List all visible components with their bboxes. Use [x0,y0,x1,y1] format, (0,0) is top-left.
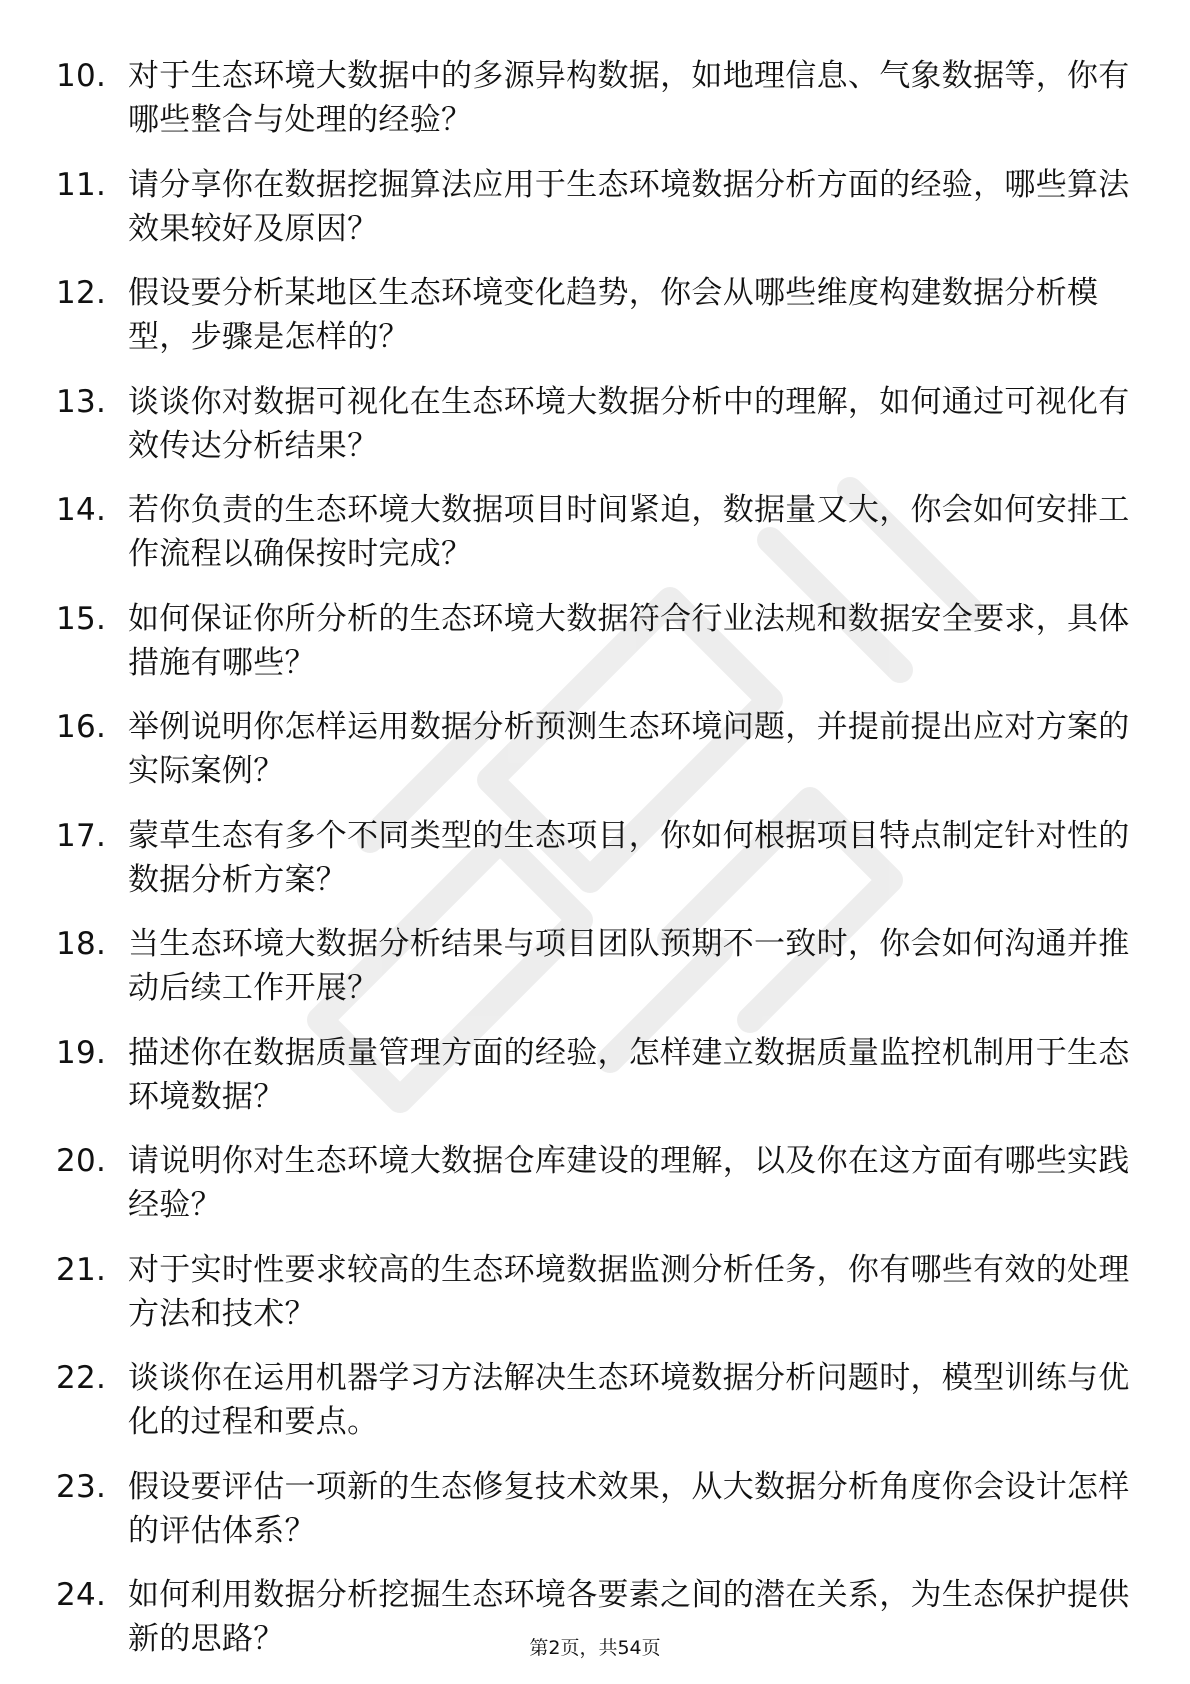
question-text: 谈谈你对数据可视化在生态环境大数据分析中的理解，如何通过可视化有效传达分析结果？ [128,383,1130,464]
question-text: 谈谈你在运用机器学习方法解决生态环境数据分析问题时，模型训练与优化的过程和要点。 [128,1360,1130,1440]
question-number: 17. [56,817,107,854]
page-number: 第2页，共54页 [529,1637,661,1659]
question-text: 如何保证你所分析的生态环境大数据符合行业法规和数据安全要求，具体措施有哪些？ [128,600,1130,681]
question-number: 18. [56,926,107,962]
question-number: 22. [56,1360,107,1396]
list-item [56,1248,1136,1336]
question-text: 对于实时性要求较高的生态环境数据监测分析任务，你有哪些有效的处理方法和技术？ [128,1251,1130,1332]
list-item [56,922,1136,1010]
question-text: 请分享你在数据挖掘算法应用于生态环境数据分析方面的经验，哪些算法效果较好及原因？ [128,166,1130,247]
question-number: 23. [56,1468,107,1505]
question-number: 16. [56,709,107,745]
question-text: 请说明你对生态环境大数据仓库建设的理解，以及你在这方面有哪些实践经验？ [128,1143,1130,1223]
question-number: 20. [56,1143,107,1179]
list-item [56,597,1136,685]
question-text: 蒙草生态有多个不同类型的生态项目，你如何根据项目特点制定针对性的数据分析方案？ [128,817,1130,898]
question-text: 当生态环境大数据分析结果与项目团队预期不一致时，你会如何沟通并推动后续工作开展？ [128,926,1130,1006]
list-item [56,1031,1136,1119]
question-text: 如何利用数据分析挖掘生态环境各要素之间的潜在关系，为生态保护提供新的思路？ [128,1577,1130,1657]
question-number: 11. [56,166,107,203]
list-item [56,814,1136,902]
question-number: 14. [56,492,107,528]
question-list [56,54,1136,1682]
question-number: 15. [56,600,107,637]
list-item [56,1139,1136,1227]
list-item [56,488,1136,576]
list-item [56,54,1136,142]
question-number: 13. [56,383,107,420]
question-number: 21. [56,1251,107,1288]
list-item [56,1465,1136,1553]
list-item [56,271,1136,359]
question-number: 19. [56,1034,107,1071]
question-text: 假设要分析某地区生态环境变化趋势，你会从哪些维度构建数据分析模型，步骤是怎样的？ [128,275,1099,355]
question-text: 假设要评估一项新的生态修复技术效果，从大数据分析角度你会设计怎样的评估体系？ [128,1468,1130,1549]
question-number: 10. [56,58,107,94]
page-footer [0,1636,1190,1660]
question-text: 举例说明你怎样运用数据分析预测生态环境问题，并提前提出应对方案的实际案例？ [128,709,1130,789]
list-item [56,163,1136,251]
list-item [56,380,1136,468]
question-text: 若你负责的生态环境大数据项目时间紧迫，数据量又大，你会如何安排工作流程以确保按时完成？ [128,492,1130,572]
question-number: 12. [56,275,107,311]
question-text: 描述你在数据质量管理方面的经验，怎样建立数据质量监控机制用于生态环境数据？ [128,1034,1130,1115]
list-item [56,1356,1136,1444]
question-text: 对于生态环境大数据中的多源异构数据，如地理信息、气象数据等，你有哪些整合与处理的经验？ [128,58,1130,138]
question-number: 24. [56,1577,107,1613]
list-item [56,705,1136,793]
